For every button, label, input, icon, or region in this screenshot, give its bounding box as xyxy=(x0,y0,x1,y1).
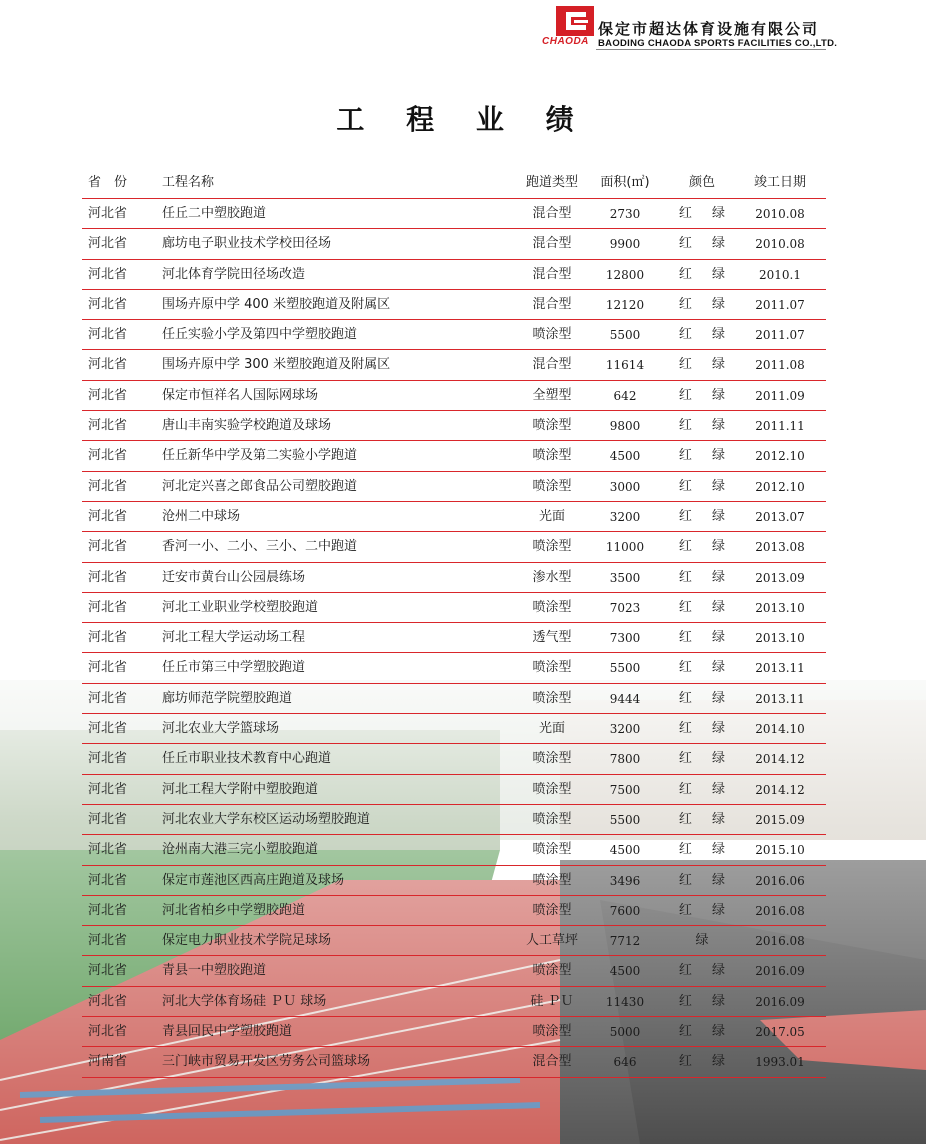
table-row xyxy=(82,926,826,956)
cell-color: 红 绿 xyxy=(678,963,726,979)
table-row xyxy=(82,260,826,290)
cell-area: 3000 xyxy=(609,479,641,494)
cell-completion-date: 2013.08 xyxy=(755,540,805,555)
cell-color: 红 绿 xyxy=(678,993,726,1009)
cell-completion-date: 2010.08 xyxy=(755,207,805,221)
cell-color: 红 绿 xyxy=(678,1054,726,1070)
cell-province: 河北省 xyxy=(88,236,128,252)
cell-track-type: 喷涂型 xyxy=(532,418,572,434)
cell-province: 河北省 xyxy=(88,811,128,827)
table-row xyxy=(82,1017,826,1047)
cell-province: 河北省 xyxy=(88,296,128,312)
cell-area: 7800 xyxy=(609,752,641,767)
cell-area: 5500 xyxy=(609,328,641,343)
cell-completion-date: 2016.08 xyxy=(755,903,805,918)
cell-track-type: 光面 xyxy=(538,508,565,524)
cell-track-type: 喷涂型 xyxy=(532,751,572,767)
cell-completion-date: 2017.05 xyxy=(755,1025,805,1040)
cell-track-type: 喷涂型 xyxy=(532,448,572,464)
table-row xyxy=(82,532,826,562)
cell-completion-date: 2012.10 xyxy=(755,479,805,494)
cell-completion-date: 2014.12 xyxy=(755,752,805,767)
cell-color: 红 绿 xyxy=(678,236,726,252)
cell-province: 河北省 xyxy=(88,418,128,434)
cell-area: 5000 xyxy=(609,1025,641,1040)
cell-province: 河北省 xyxy=(88,599,128,615)
cell-color: 红 绿 xyxy=(678,842,726,858)
cell-project-name: 沧州二中球场 xyxy=(162,508,241,524)
cell-completion-date: 2013.10 xyxy=(755,631,805,646)
logo-text: CHAODA xyxy=(542,36,589,47)
cell-project-name: 河北体育学院田径场改造 xyxy=(162,266,306,282)
table-row xyxy=(82,290,826,320)
cell-track-type: 透气型 xyxy=(532,630,572,646)
cell-track-type: 喷涂型 xyxy=(532,539,572,555)
cell-project-name: 河北工业职业学校塑胶跑道 xyxy=(162,599,319,615)
cell-color: 红 绿 xyxy=(678,630,726,646)
cell-completion-date: 2014.12 xyxy=(755,782,805,797)
table-row xyxy=(82,744,826,774)
cell-color: 绿 xyxy=(695,933,709,949)
cell-color: 红 绿 xyxy=(678,902,726,918)
cell-color: 红 绿 xyxy=(678,569,726,585)
cell-color: 红 绿 xyxy=(678,811,726,827)
cell-project-name: 河北农业大学东校区运动场塑胶跑道 xyxy=(162,811,371,827)
cell-track-type: 喷涂型 xyxy=(532,660,572,676)
cell-track-type: 喷涂型 xyxy=(532,690,572,706)
cell-project-name: 唐山丰南实验学校跑道及球场 xyxy=(162,418,332,434)
cell-project-name: 任丘市第三中学塑胶跑道 xyxy=(162,660,306,676)
cell-track-type: 光面 xyxy=(538,721,565,737)
cell-area: 9444 xyxy=(609,691,641,706)
cell-area: 4500 xyxy=(609,449,641,464)
cell-area: 7500 xyxy=(609,782,641,797)
cell-province: 河北省 xyxy=(88,478,128,494)
cell-project-name: 保定市莲池区西高庄跑道及球场 xyxy=(162,872,345,888)
cell-project-name: 河北省柏乡中学塑胶跑道 xyxy=(162,902,306,918)
cell-project-name: 香河一小、二小、三小、二中跑道 xyxy=(162,539,358,555)
cell-color: 红 绿 xyxy=(678,781,726,797)
cell-completion-date: 2011.08 xyxy=(755,358,805,373)
table-row xyxy=(82,623,826,653)
header-completion-date: 竣工日期 xyxy=(753,175,806,190)
cell-area: 646 xyxy=(613,1055,637,1070)
table-row xyxy=(82,350,826,380)
cell-color: 红 绿 xyxy=(678,478,726,494)
cell-area: 3200 xyxy=(609,509,641,524)
cell-project-name: 青县一中塑胶跑道 xyxy=(162,963,267,979)
cell-track-type: 混合型 xyxy=(532,266,572,282)
cell-completion-date: 2013.07 xyxy=(755,509,805,524)
cell-province: 河北省 xyxy=(88,448,128,464)
cell-color: 红 绿 xyxy=(678,418,726,434)
cell-province: 河北省 xyxy=(88,357,128,373)
cell-track-type: 全塑型 xyxy=(532,387,572,403)
company-name-en: BAODING CHAODA SPORTS FACILITIES CO.,LTD. xyxy=(598,38,838,49)
cell-project-name: 河北农业大学篮球场 xyxy=(162,721,280,737)
cell-province: 河北省 xyxy=(88,1024,128,1040)
cell-area: 7600 xyxy=(609,903,641,918)
cell-project-name: 廊坊师范学院塑胶跑道 xyxy=(162,690,293,706)
cell-area: 9900 xyxy=(609,237,641,252)
cell-completion-date: 2015.10 xyxy=(755,843,805,858)
cell-province: 河北省 xyxy=(88,630,128,646)
cell-province: 河北省 xyxy=(88,751,128,767)
company-name-cn: 保定市超达体育设施有限公司 xyxy=(598,20,820,38)
cell-color: 红 绿 xyxy=(678,387,726,403)
cell-completion-date: 2016.09 xyxy=(755,994,805,1009)
cell-area: 4500 xyxy=(609,843,641,858)
cell-track-type: 喷涂型 xyxy=(532,781,572,797)
cell-area: 5500 xyxy=(609,812,641,827)
table-row xyxy=(82,199,826,229)
table-row xyxy=(82,835,826,865)
cell-province: 河北省 xyxy=(88,387,128,403)
cell-province: 河北省 xyxy=(88,933,128,949)
cell-color: 红 绿 xyxy=(678,721,726,737)
cell-color: 红 绿 xyxy=(678,1024,726,1040)
cell-area: 7300 xyxy=(609,631,641,646)
cell-track-type: 喷涂型 xyxy=(532,327,572,343)
table-row xyxy=(82,229,826,259)
cell-track-type: 喷涂型 xyxy=(532,599,572,615)
cell-province: 河北省 xyxy=(88,206,128,221)
table-row xyxy=(82,896,826,926)
cell-area: 3496 xyxy=(609,873,641,888)
cell-area: 5500 xyxy=(609,661,641,676)
table-row xyxy=(82,653,826,683)
cell-province: 河北省 xyxy=(88,266,128,282)
cell-track-type: 混合型 xyxy=(532,1054,572,1070)
header-track-type: 跑道类型 xyxy=(525,175,578,190)
cell-completion-date: 2015.09 xyxy=(755,812,805,827)
header-color: 颜色 xyxy=(688,175,715,190)
cell-completion-date: 2016.08 xyxy=(755,934,805,949)
cell-track-type: 渗水型 xyxy=(532,569,572,585)
table-header-row xyxy=(82,167,826,199)
cell-project-name: 廊坊电子职业技术学校田径场 xyxy=(162,236,332,252)
cell-color: 红 绿 xyxy=(678,327,726,343)
cell-track-type: 混合型 xyxy=(532,357,572,373)
cell-track-type: 人工草坪 xyxy=(525,933,578,949)
cell-completion-date: 2012.10 xyxy=(755,449,805,464)
table-row xyxy=(82,775,826,805)
table-row xyxy=(82,472,826,502)
cell-project-name: 保定市恒祥名人国际网球场 xyxy=(162,387,319,403)
cell-area: 11614 xyxy=(605,358,645,373)
cell-area: 7712 xyxy=(609,934,641,949)
cell-area: 11000 xyxy=(605,540,645,555)
cell-completion-date: 2010.1 xyxy=(759,267,801,282)
chaoda-logo-icon xyxy=(556,6,594,36)
cell-color: 红 绿 xyxy=(678,872,726,888)
table-row xyxy=(82,441,826,471)
table-row xyxy=(82,805,826,835)
cell-province: 河北省 xyxy=(88,963,128,979)
cell-project-name: 河北工程大学运动场工程 xyxy=(162,630,306,646)
cell-color: 红 绿 xyxy=(678,599,726,615)
cell-track-type: 混合型 xyxy=(532,296,572,312)
cell-track-type: 混合型 xyxy=(532,206,572,221)
cell-area: 12800 xyxy=(605,267,645,282)
cell-project-name: 任丘二中塑胶跑道 xyxy=(162,206,267,221)
cell-completion-date: 2011.07 xyxy=(755,328,805,343)
table-row xyxy=(82,987,826,1017)
cell-province: 河北省 xyxy=(88,721,128,737)
cell-color: 红 绿 xyxy=(678,660,726,676)
header-area: 面积(㎡) xyxy=(600,175,650,190)
table-row xyxy=(82,381,826,411)
cell-project-name: 河北定兴喜之郎食品公司塑胶跑道 xyxy=(162,478,358,494)
cell-color: 红 绿 xyxy=(678,751,726,767)
cell-color: 红 绿 xyxy=(678,357,726,373)
table-row xyxy=(82,1047,826,1077)
cell-color: 红 绿 xyxy=(678,448,726,464)
cell-area: 642 xyxy=(613,388,637,403)
cell-province: 河北省 xyxy=(88,902,128,918)
cell-track-type: 喷涂型 xyxy=(532,902,572,918)
cell-province: 河南省 xyxy=(88,1054,128,1070)
cell-color: 红 绿 xyxy=(678,539,726,555)
table-row xyxy=(82,956,826,986)
cell-area: 11430 xyxy=(605,994,645,1009)
cell-province: 河北省 xyxy=(88,842,128,858)
cell-area: 2730 xyxy=(609,207,641,221)
cell-completion-date: 2011.09 xyxy=(755,388,805,403)
table-row xyxy=(82,684,826,714)
cell-project-name: 迁安市黄台山公园晨练场 xyxy=(162,569,306,585)
cell-project-name: 围场卉原中学 400 米塑胶跑道及附属区 xyxy=(162,296,391,312)
table-row xyxy=(82,714,826,744)
cell-area: 3200 xyxy=(609,722,641,737)
cell-track-type: 硅 ＰＵ xyxy=(530,993,574,1009)
table-row xyxy=(82,563,826,593)
cell-completion-date: 2013.11 xyxy=(755,691,805,706)
company-header xyxy=(542,6,926,54)
page-title: 工 程 业 绩 xyxy=(336,103,590,136)
cell-track-type: 喷涂型 xyxy=(532,842,572,858)
cell-province: 河北省 xyxy=(88,660,128,676)
cell-color: 红 绿 xyxy=(678,266,726,282)
cell-track-type: 混合型 xyxy=(532,236,572,252)
table-row xyxy=(82,866,826,896)
cell-completion-date: 2014.10 xyxy=(755,722,805,737)
cell-area: 7023 xyxy=(609,600,641,615)
cell-track-type: 喷涂型 xyxy=(532,811,572,827)
cell-project-name: 青县回民中学塑胶跑道 xyxy=(162,1024,293,1040)
header-divider xyxy=(596,49,826,50)
cell-province: 河北省 xyxy=(88,569,128,585)
cell-project-name: 三门峡市贸易开发区劳务公司篮球场 xyxy=(162,1054,371,1070)
cell-project-name: 任丘新华中学及第二实验小学跑道 xyxy=(162,448,358,464)
cell-project-name: 沧州南大港三完小塑胶跑道 xyxy=(162,842,319,858)
cell-project-name: 任丘市职业技术教育中心跑道 xyxy=(162,751,332,767)
cell-color: 红 绿 xyxy=(678,508,726,524)
cell-area: 4500 xyxy=(609,964,641,979)
cell-province: 河北省 xyxy=(88,993,128,1009)
cell-track-type: 喷涂型 xyxy=(532,963,572,979)
table-row xyxy=(82,411,826,441)
cell-project-name: 任丘实验小学及第四中学塑胶跑道 xyxy=(162,327,358,343)
cell-area: 9800 xyxy=(609,419,641,434)
project-table xyxy=(82,167,826,1078)
cell-province: 河北省 xyxy=(88,690,128,706)
cell-province: 河北省 xyxy=(88,508,128,524)
cell-color: 红 绿 xyxy=(678,296,726,312)
cell-province: 河北省 xyxy=(88,539,128,555)
cell-completion-date: 2011.11 xyxy=(755,419,805,434)
cell-province: 河北省 xyxy=(88,327,128,343)
cell-completion-date: 2013.10 xyxy=(755,600,805,615)
cell-completion-date: 2010.08 xyxy=(755,237,805,252)
cell-completion-date: 2011.07 xyxy=(755,297,805,312)
cell-color: 红 绿 xyxy=(678,206,726,221)
cell-province: 河北省 xyxy=(88,872,128,888)
cell-project-name: 保定电力职业技术学院足球场 xyxy=(162,933,332,949)
table-row xyxy=(82,320,826,350)
table-row xyxy=(82,593,826,623)
cell-completion-date: 2013.11 xyxy=(755,661,805,676)
cell-area: 3500 xyxy=(609,570,641,585)
cell-area: 12120 xyxy=(605,297,645,312)
cell-track-type: 喷涂型 xyxy=(532,1024,572,1040)
cell-completion-date: 2016.06 xyxy=(755,873,805,888)
cell-completion-date: 2013.09 xyxy=(755,570,805,585)
header-project-name: 工程名称 xyxy=(162,175,215,190)
cell-track-type: 喷涂型 xyxy=(532,478,572,494)
table-row xyxy=(82,502,826,532)
cell-completion-date: 2016.09 xyxy=(755,964,805,979)
header-province: 省 份 xyxy=(88,175,128,190)
cell-province: 河北省 xyxy=(88,781,128,797)
cell-project-name: 围场卉原中学 300 米塑胶跑道及附属区 xyxy=(162,357,391,373)
cell-project-name: 河北工程大学附中塑胶跑道 xyxy=(162,781,319,797)
cell-project-name: 河北大学体育场硅 ＰＵ 球场 xyxy=(162,993,327,1009)
cell-track-type: 喷涂型 xyxy=(532,872,572,888)
cell-completion-date: 1993.01 xyxy=(755,1055,805,1070)
cell-color: 红 绿 xyxy=(678,690,726,706)
